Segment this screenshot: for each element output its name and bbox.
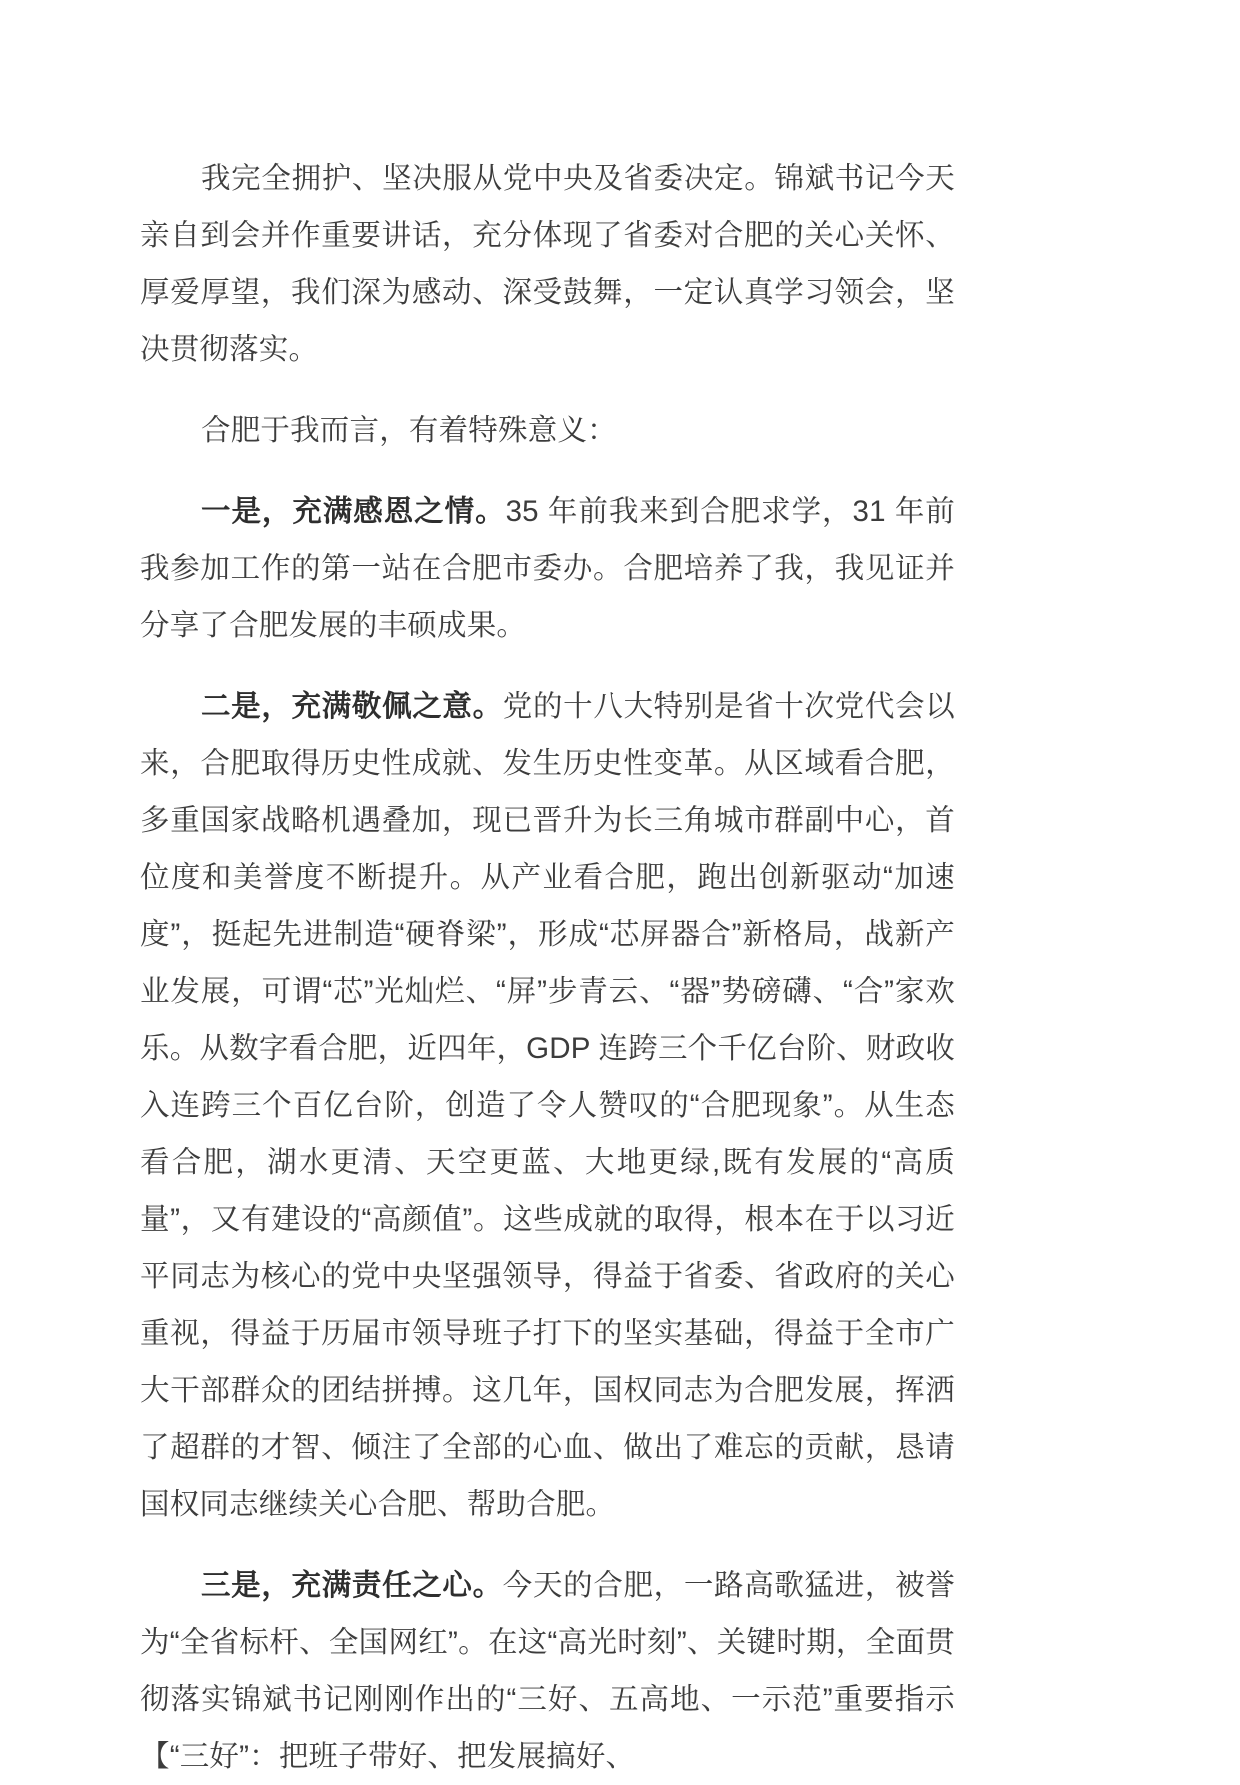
paragraph-4-lead: 二是，充满敬佩之意。 bbox=[201, 690, 503, 723]
paragraph-4-text: 党的十八大特别是省十次党代会以来，合肥取得历史性成就、发生历史性变革。从区域看合肥，多重国家战略机遇叠加，现已晋升为长三角城市群副中心，首位度和美誉度不断提升。从产业看合肥，跑出创新驱动“加速度”，挺起先进制造“硬脊梁”，形成“芯屏器合”新格局，战新产业发展，可谓“芯”光灿烂、“屏”步青云、“器”势磅礴、“合”家欢乐。从数字看合肥，近四年，GDP 连跨三个千亿台阶、财政收入连跨三个百亿台阶，创造了令人赞叹的“合肥现象”。从生态看合肥，湖水更清、天空更蓝、大地更绿,既有发展的“高质量”，又有建设的“高颜值”。这些成就的取得，根本在于以习近平同志为核心的党中央坚强领导，得益于省委、省政府的关心重视，得益于历届市领导班子打下的坚实基础，得益于全市广大干部群众的团结拼搏。这几年，国权同志为合肥发展，挥洒了超群的才智、倾注了全部的心血、做出了难忘的贡献，恳请国权同志继续关心合肥、帮助合肥。 bbox=[140, 690, 955, 1521]
paragraph-5-text: 今天的合肥，一路高歌猛进，被誉为“全省标杆、全国网红”。在这“高光时刻”、关键时期，全面贯彻落实锦斌书记刚刚作出的“三好、五高地、一示范”重要指示【“三好”：把班子带好、把发展搞好、 bbox=[140, 1569, 955, 1773]
paragraph-2 bbox=[140, 402, 955, 459]
paragraph-3 bbox=[140, 483, 955, 654]
paragraph-5 bbox=[140, 1557, 955, 1785]
paragraph-1-text: 我完全拥护、坚决服从党中央及省委决定。锦斌书记今天亲自到会并作重要讲话，充分体现了省委对合肥的关心关怀、厚爱厚望，我们深为感动、深受鼓舞，一定认真学习领会，坚决贯彻落实。 bbox=[140, 162, 955, 366]
paragraph-1 bbox=[140, 150, 955, 378]
paragraph-3-text: 35 年前我来到合肥求学，31 年前我参加工作的第一站在合肥市委办。合肥培养了我，我见证并分享了合肥发展的丰硕成果。 bbox=[140, 495, 955, 642]
paragraph-2-text: 合肥于我而言，有着特殊意义： bbox=[201, 414, 617, 447]
document-body bbox=[140, 150, 955, 1785]
paragraph-5-lead: 三是，充满责任之心。 bbox=[201, 1569, 503, 1602]
paragraph-3-lead: 一是，充满感恩之情。 bbox=[201, 495, 506, 528]
paragraph-4 bbox=[140, 678, 955, 1533]
